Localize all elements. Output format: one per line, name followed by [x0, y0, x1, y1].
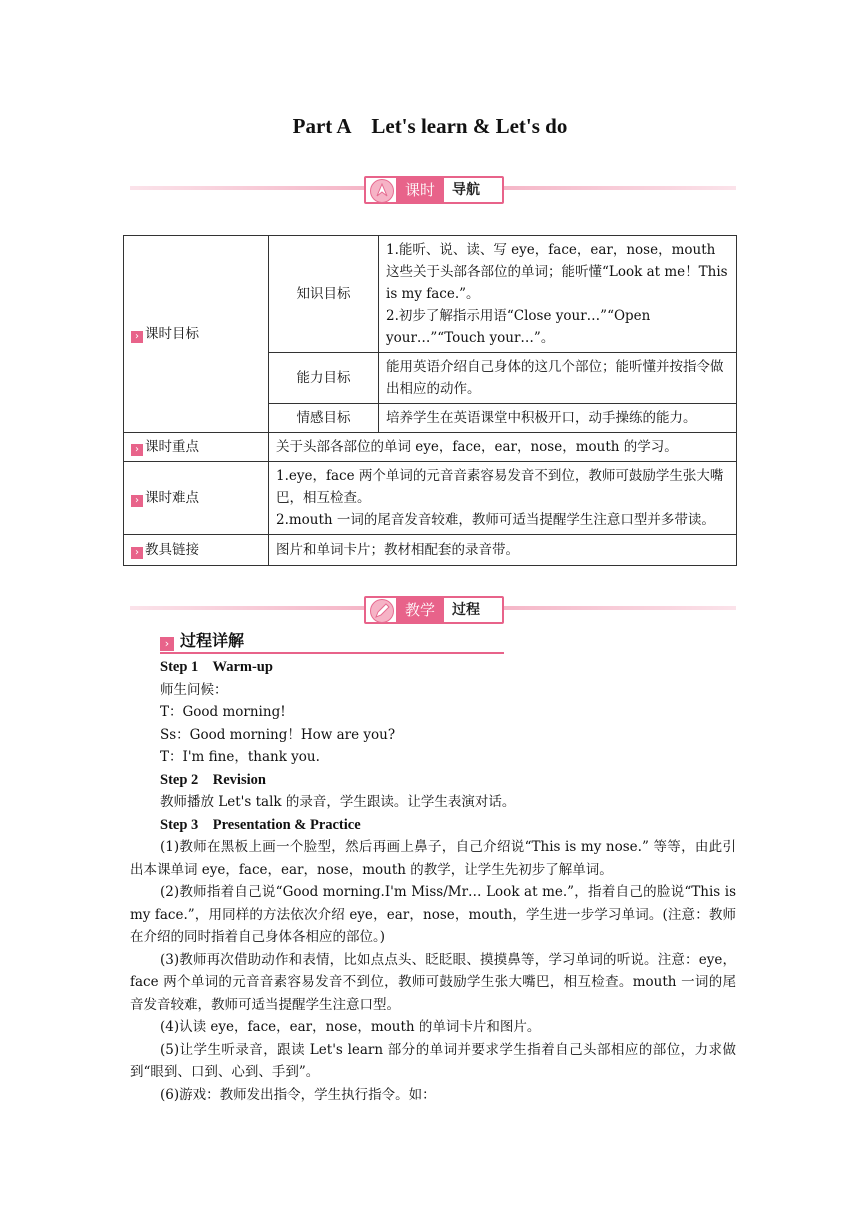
emotion-goal-content: 培养学生在英语课堂中积极开口，动手操练的能力。 [379, 404, 737, 433]
page-title: Part A Let's learn & Let's do [292, 114, 568, 138]
arrow-icon: › [131, 444, 143, 456]
sub-label-ability: 能力目标 [269, 353, 379, 404]
ability-goal-content: 能用英语介绍自己身体的这几个部位；能听懂并按指令做出相应的动作。 [379, 353, 737, 404]
banner-word2: 过程 [452, 602, 480, 618]
banner-word1: 教学 [396, 598, 444, 622]
key-points-content: 关于头部各部位的单词 eye，face，ear，nose，mouth 的学习。 [269, 433, 737, 462]
knowledge-goal-content: 1.能听、说、读、写 eye，face，ear，nose，mouth 这些关于头部各部位的单词；能听懂“Look at me！This is my face.”。 2.初步了解指示用语“Close your…”“Open your…”“Touch your…”。 [379, 236, 737, 353]
difficulties-content: 1.eye，face 两个单词的元音音素容易发音不到位，教师可鼓励学生张大嘴巴，相互检查。 2.mouth 一词的尾音发音较难，教师可适当提醒学生注意口型并多带读。 [269, 462, 737, 535]
step-heading: Step 1 Warm-up [160, 659, 273, 675]
step-heading: Step 3 Presentation & Practice [160, 816, 361, 833]
paragraph: (1)教师在黑板上画一个脸型，然后再画上鼻子，自己介绍说“This is my nose.” 等等，由此引出本课单词 eye，face，ear，nose，mouth 的教学，让学生先初步了解单词。 [130, 839, 736, 878]
materials-content: 图片和单词卡片；教材相配套的录音带。 [269, 535, 737, 566]
compass-icon [370, 179, 394, 203]
paragraph: T：I'm fine，thank you. [160, 749, 320, 765]
row-label-difficulties: › 课时难点 [124, 462, 269, 535]
lesson-goals-table [123, 235, 737, 566]
arrow-icon: › [160, 637, 174, 651]
banner-word1: 课时 [396, 178, 444, 202]
arrow-icon: › [131, 331, 143, 343]
process-details-heading: › 过程详解 [160, 628, 504, 654]
paragraph: (4)认读 eye，face，ear，nose，mouth 的单词卡片和图片。 [160, 1019, 541, 1035]
paragraph: 教师播放 Let's talk 的录音，学生跟读。让学生表演对话。 [160, 794, 516, 810]
process-body [130, 656, 736, 1106]
paragraph: (6)游戏：教师发出指令，学生执行指令。如： [160, 1086, 436, 1103]
paragraph: 师生问候： [160, 681, 228, 698]
paragraph: T：Good morning! [160, 704, 286, 720]
arrow-icon: › [131, 547, 143, 559]
section-banner-process [130, 596, 736, 626]
sub-label-emotion: 情感目标 [269, 404, 379, 433]
arrow-icon: › [131, 495, 143, 507]
paragraph: (5)让学生听录音，跟读 Let's learn 部分的单词并要求学生指着自己头部相应的部位，力求做到“眼到、口到、心到、手到”。 [130, 1041, 736, 1080]
paragraph: (3)教师再次借助动作和表情，比如点点头、眨眨眼、摸摸鼻等，学习单词的听说。注意：eye，face 两个单词的元音音素容易发音不到位，教师可鼓励学生张大嘴巴，相互检查。mouth 一词的尾音发音较难，教师可适当提醒学生注意口型。 [130, 951, 736, 1013]
row-label-goals: › 课时目标 [124, 236, 269, 433]
paragraph: Ss：Good morning！How are you? [160, 726, 396, 743]
section-banner-navigation [130, 176, 736, 206]
pencil-icon [370, 599, 394, 623]
step-heading: Step 2 Revision [160, 771, 266, 788]
banner-word2: 导航 [452, 182, 480, 198]
row-label-key-points: › 课时重点 [124, 433, 269, 462]
paragraph: (2)教师指着自己说“Good morning.I'm Miss/Mr… Look at me.”，指着自己的脸说“This is my face.”，用同样的方法依次介绍 eye，ear，nose，mouth，学生进一步学习单词。(注意：教师在介绍的同时指着自己身体各相应的部位。) [130, 884, 736, 945]
row-label-materials: › 教具链接 [124, 535, 269, 566]
sub-label-knowledge: 知识目标 [269, 236, 379, 353]
